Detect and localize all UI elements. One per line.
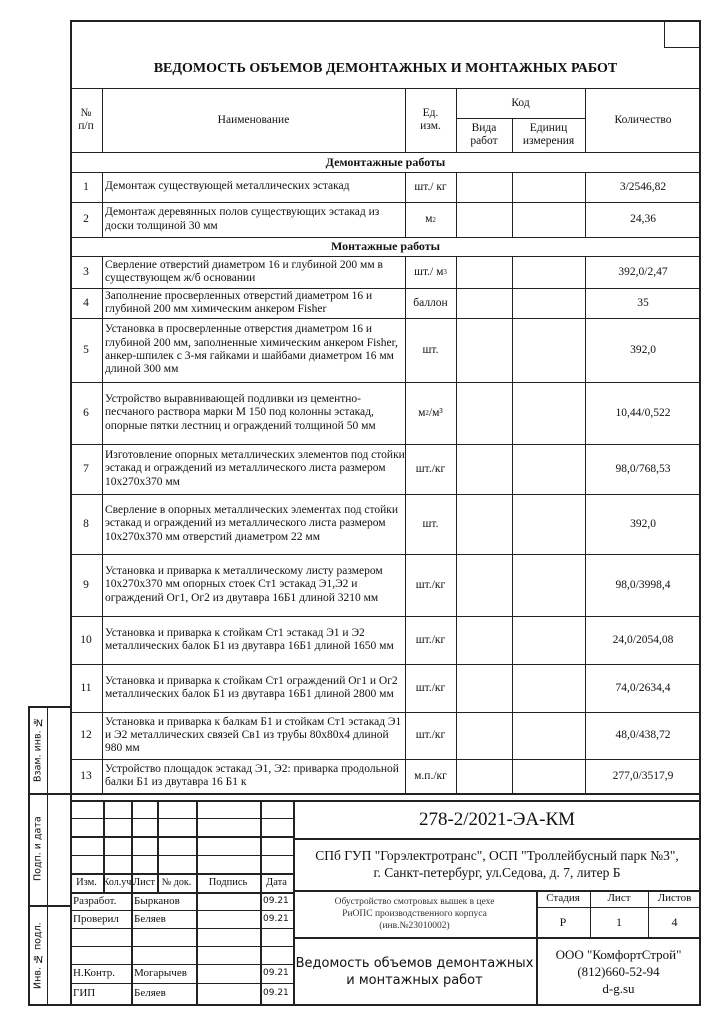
header-quantity: Количество <box>614 113 672 126</box>
row-unit: шт./ м 3 <box>414 265 447 278</box>
header-name: Наименование <box>217 113 290 126</box>
row-quantity: 35 <box>637 296 649 309</box>
stage-label: Стадия <box>546 892 580 904</box>
signature-date: 09.21 <box>263 913 289 924</box>
col-label-sheet: Лист <box>133 877 155 888</box>
row-quantity: 392,0 <box>630 343 656 356</box>
row-code-unit <box>512 318 585 382</box>
row-code-unit <box>512 712 585 759</box>
row-name: Устройство площадок эстакад Э1, Э2: приварка продольной балки Б1 из двутавра 16 Б1 к <box>105 762 399 788</box>
row-number: 10 <box>80 633 92 646</box>
company-name: ООО "КомфортСтрой" <box>555 947 682 962</box>
row-code-unit <box>512 444 585 494</box>
row-number: 5 <box>83 343 89 356</box>
row-unit: шт./кг <box>415 681 446 694</box>
sheet-title: Ведомость объемов демонтажных и монтажных работ <box>295 955 534 988</box>
row-name: Установка и приварка к стойкам Ст1 ограждений Ог1 и Ог2 металлических балок Б1 из двутавра 16Б1 длиной 2800 мм <box>105 674 398 700</box>
stage-value: Р <box>559 914 567 929</box>
sheet-value: 1 <box>616 914 622 929</box>
row-code-work <box>456 759 512 793</box>
row-quantity: 392,0 <box>630 517 656 530</box>
row-name: Установка и приварка к стойкам Ст1 эстакад Э1 и Э2 металлических балок Б1 из двутавра 16Б1 длиной 1650 мм <box>105 626 394 652</box>
row-name: Установка в просверленные отверстия диаметром 16 и глубиной 200 мм, заполненные химическим анкером Fisher, анкер-шпилек с 3-мя гайками и шайбами диаметром 16 мм длиной 300 мм <box>105 323 398 376</box>
row-unit: шт. <box>422 343 439 356</box>
row-unit: шт./кг <box>415 729 446 741</box>
row-quantity: 277,0/3517,9 <box>612 769 674 782</box>
row-code-unit <box>512 256 585 288</box>
signature-role: Н.Контр. <box>73 967 116 979</box>
row-number: 9 <box>83 578 89 591</box>
row-name: Изготовление опорных металлических элементов под стойки эстакад и ограждений из металлического листа размером 10х270х370 мм <box>105 449 405 488</box>
row-unit: шт./кг <box>415 633 446 646</box>
object-description: Обустройство смотровых вышек в цехе РиОПС производственного корпуса (инв.№23010002) <box>334 896 495 931</box>
row-unit: м.п./кг <box>414 769 447 782</box>
organization: СПб ГУП "Горэлектротранс", ОСП "Троллейбусный парк №3", г. Санкт-петербург, ул.Седова, д. 7, литер Б <box>315 848 679 880</box>
row-number: 7 <box>83 462 89 475</box>
row-quantity: 3/2546,82 <box>619 180 667 193</box>
section-title: Монтажные работы <box>330 239 441 253</box>
row-code-work <box>456 288 512 318</box>
row-code-unit <box>512 759 585 793</box>
signature-name: Могарычев <box>134 967 187 979</box>
row-code-work <box>456 664 512 712</box>
col-label-change: Изм. <box>76 877 97 888</box>
signature-role <box>70 946 131 964</box>
stamp-replacement-inv: Взам. инв. № <box>32 716 44 783</box>
col-label-signature: Подпись <box>208 877 248 888</box>
row-quantity: 48,0/438,72 <box>615 729 671 741</box>
row-name: Установка и приварка к балкам Б1 и стойкам Ст1 эстакад Э1 и Э2 металлических связей Св1 из трубы 80х80х4 длиной 980 мм <box>105 715 402 755</box>
section-title: Демонтажные работы <box>325 154 446 169</box>
row-name: Заполнение просверленных отверстий диаметром 16 и глубиной 200 мм химическим анкером Fisher <box>105 289 373 315</box>
sheets-label: Листов <box>657 892 692 904</box>
row-number: 1 <box>83 180 89 193</box>
row-name: Устройство выравнивающей подливки из цементно-песчаного раствора марки М 150 под колонны эстакад, опорные пятки лестниц и ограждений толщиной 50 мм <box>105 393 376 432</box>
signature-date: 09.21 <box>263 895 289 906</box>
row-quantity: 392,0/2,47 <box>618 265 668 278</box>
row-code-work <box>456 444 512 494</box>
signature-role: Проверил <box>73 912 119 925</box>
row-code-work <box>456 712 512 759</box>
signature-name: Беляев <box>134 912 166 925</box>
header-code: Код <box>511 96 530 109</box>
signature-role <box>70 928 131 946</box>
row-quantity: 74,0/2634,4 <box>615 681 671 694</box>
row-number: 4 <box>83 296 89 309</box>
header-num: № п/п <box>78 107 94 132</box>
row-code-unit <box>512 288 585 318</box>
row-code-unit <box>512 554 585 616</box>
row-unit: шт. <box>422 517 439 530</box>
signature-role: Разработ. <box>73 894 117 907</box>
row-code-work <box>456 202 512 237</box>
row-code-unit <box>512 382 585 444</box>
col-label-count: Кол.уч <box>102 877 132 888</box>
signature-role: ГИП <box>73 987 96 999</box>
row-code-work <box>456 494 512 554</box>
row-code-work <box>456 616 512 664</box>
signature-date: 09.21 <box>263 988 289 998</box>
signature-name: Беляев <box>134 987 166 999</box>
col-label-date: Дата <box>266 877 287 888</box>
row-name: Сверление отверстий диаметром 16 и глубиной 200 мм в существующем ж/б основании <box>105 258 383 284</box>
row-unit: баллон <box>413 296 448 309</box>
col-label-doc-no: № док. <box>161 877 192 888</box>
row-number: 12 <box>80 729 92 741</box>
row-code-unit <box>512 172 585 202</box>
header-unit: Ед. изм. <box>420 107 441 132</box>
row-number: 3 <box>83 265 89 278</box>
row-number: 6 <box>83 406 89 419</box>
header-code-work: Вида работ <box>470 122 498 147</box>
sheets-value: 4 <box>671 914 678 929</box>
row-unit: м 2 /м³ <box>418 406 443 419</box>
row-number: 8 <box>83 517 89 530</box>
row-name: Демонтаж существующей металлических эстакад <box>105 180 350 193</box>
corner-box <box>664 20 701 48</box>
header-code-unit: Единиц измерения <box>522 122 575 147</box>
signature-date: 09.21 <box>263 968 289 978</box>
row-quantity: 98,0/3998,4 <box>615 578 671 591</box>
row-code-work <box>456 382 512 444</box>
signature-name: Бырканов <box>134 894 180 907</box>
row-code-unit <box>512 494 585 554</box>
row-name: Сверление в опорных металлических элементах под стойки эстакад и ограждений из металлического листа размером 10х270х370 мм отверстий диаметром 22 мм <box>105 504 399 543</box>
row-number: 2 <box>83 213 89 225</box>
row-name: Установка и приварка к металлическому листу размером 10х270х370 мм опорных стоек Ст1 эстакад Э1,Э2 и ограждений Ог1, Ог2 из двутавра 16Б1 длиной 3210 мм <box>105 565 383 604</box>
row-number: 13 <box>80 769 92 782</box>
row-quantity: 24,0/2054,08 <box>612 633 674 646</box>
doc-code: 278-2/2021-ЭА-КМ <box>418 808 576 830</box>
stamp-original-inv: Инв. № подл. <box>32 922 44 989</box>
row-quantity: 24,36 <box>630 213 656 225</box>
row-quantity: 10,44/0,522 <box>615 406 671 419</box>
stamp-signature-date: Подп. и дата <box>32 816 44 882</box>
signature-name <box>131 946 196 964</box>
row-unit: шт./кг <box>415 462 446 475</box>
company-website: d-g.su <box>602 981 635 996</box>
row-code-unit <box>512 202 585 237</box>
signature-date <box>260 946 293 964</box>
row-quantity: 98,0/768,53 <box>615 462 671 475</box>
sheet-label: Лист <box>607 892 631 904</box>
row-unit: м 2 <box>425 213 436 225</box>
row-code-work <box>456 318 512 382</box>
row-unit: шт./кг <box>415 578 446 591</box>
company-info <box>536 937 701 1006</box>
row-unit: шт./ кг <box>414 180 447 193</box>
row-code-unit <box>512 616 585 664</box>
row-code-work <box>456 256 512 288</box>
row-code-unit <box>512 664 585 712</box>
row-name: Демонтаж деревянных полов существующих эстакад из доски толщиной 30 мм <box>105 206 380 232</box>
document-title: ВЕДОМОСТЬ ОБЪЕМОВ ДЕМОНТАЖНЫХ И МОНТАЖНЫХ РАБОТ <box>153 60 618 76</box>
row-number: 11 <box>80 681 92 694</box>
row-code-work <box>456 554 512 616</box>
signature-date <box>260 928 293 946</box>
signature-name <box>131 928 196 946</box>
row-code-work <box>456 172 512 202</box>
company-phone: (812)660-52-94 <box>577 964 660 979</box>
